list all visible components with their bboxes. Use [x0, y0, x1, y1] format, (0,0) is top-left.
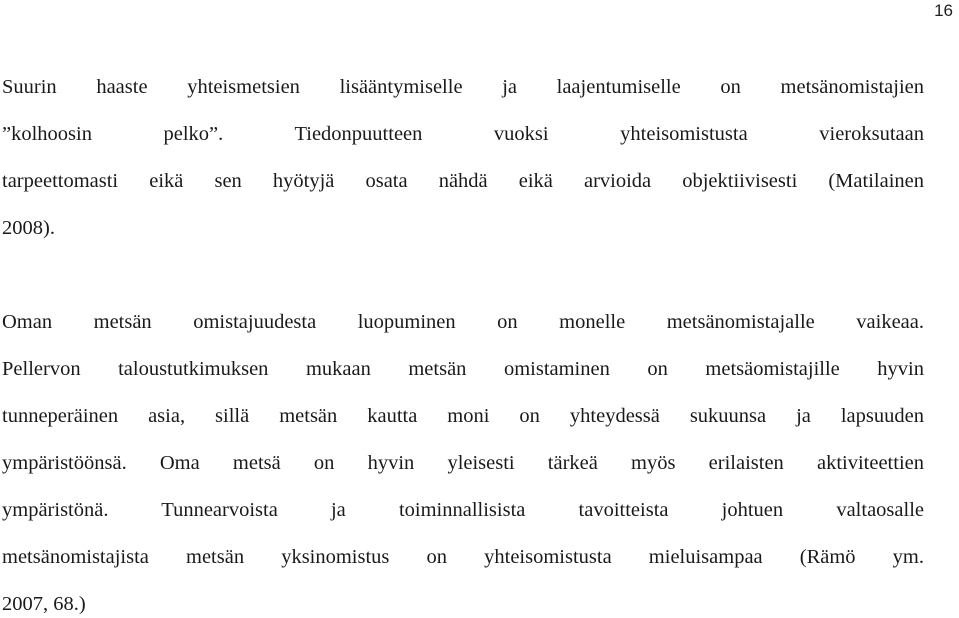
text-line: 2008).: [2, 217, 55, 239]
text-line: Suurin haaste yhteismetsien lisääntymiselle ja laajentumiselle on metsänomistajien: [2, 76, 924, 98]
text-line: Pellervon taloustutkimuksen mukaan metsän omistaminen on metsäomistajille hyvin: [2, 358, 924, 380]
text-line: ympäristönä. Tunnearvoista ja toiminnallisista tavoitteista johtuen valtaosalle: [2, 499, 924, 521]
text-line: Oman metsän omistajuudesta luopuminen on monelle metsänomistajalle vaikeaa.: [2, 311, 924, 333]
text-line: tarpeettomasti eikä sen hyötyjä osata nähdä eikä arvioida objektiivisesti (Matilainen: [2, 170, 924, 192]
text-line: ympäristöönsä. Oma metsä on hyvin yleisesti tärkeä myös erilaisten aktiviteettien: [2, 452, 924, 474]
text-line: 2007, 68.): [2, 593, 86, 615]
paragraph-2: [2, 299, 924, 618]
text-line: metsänomistajista metsän yksinomistus on yhteisomistusta mieluisampaa (Rämö ym.: [2, 546, 924, 568]
paragraph-spacer: [2, 252, 924, 299]
page-number: 16: [934, 1, 953, 20]
document-body: [2, 64, 924, 618]
text-line: ”kolhoosin pelko”. Tiedonpuutteen vuoksi yhteisomistusta vieroksutaan: [2, 123, 924, 145]
text-line: tunneperäinen asia, sillä metsän kautta moni on yhteydessä sukuunsa ja lapsuuden: [2, 405, 924, 427]
paragraph-1: [2, 64, 924, 252]
